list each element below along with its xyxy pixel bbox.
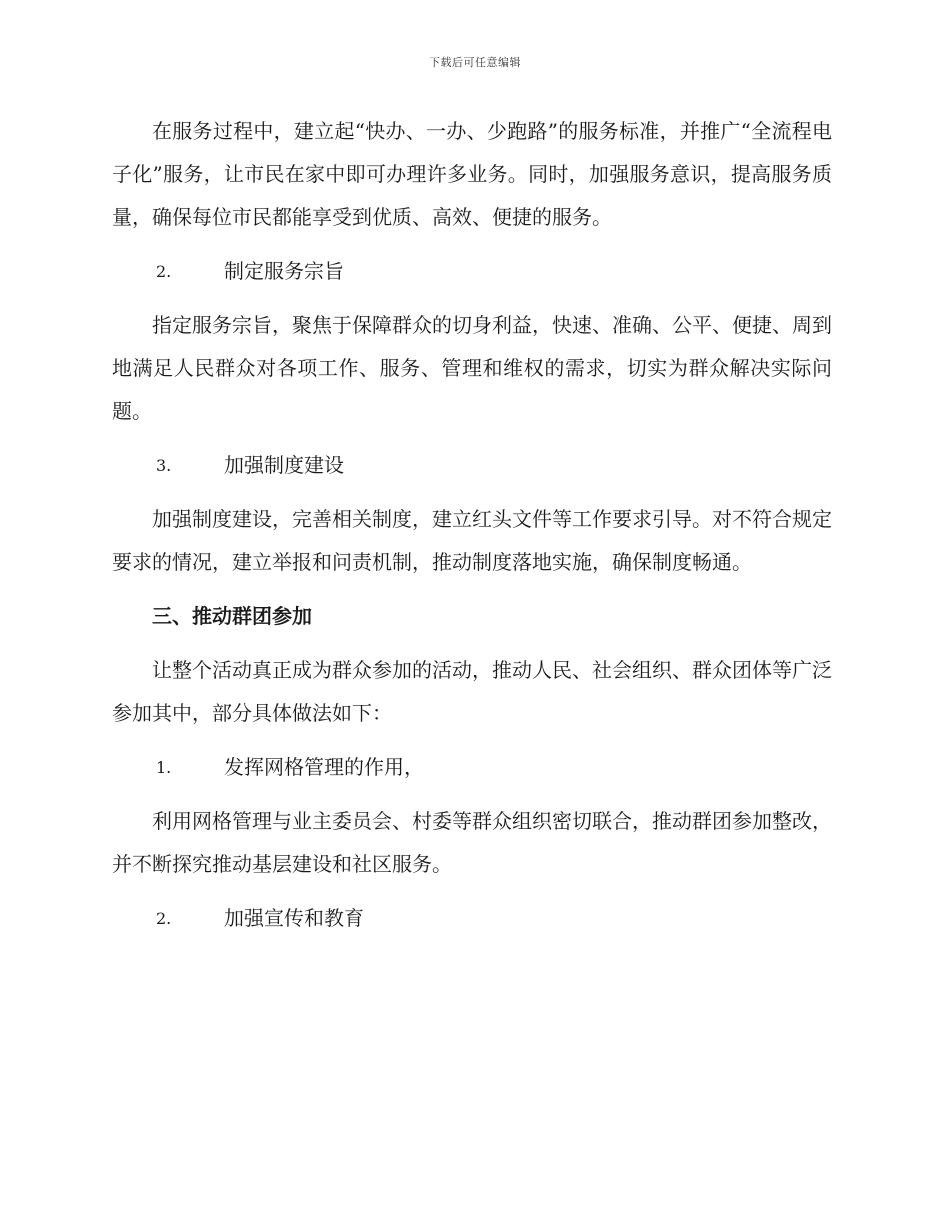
list-item-title: 发挥网格管理的作用，: [224, 755, 424, 779]
paragraph-service-purpose: 指定服务宗旨，聚焦于保障群众的切身利益，快速、准确、公平、便捷、周到地满足人民群众对各项工作、服务、管理和维权的需求，切实为群众解决实际问题。: [112, 313, 832, 423]
list-number: 2.: [156, 262, 172, 281]
list-item-service-purpose: [112, 250, 832, 293]
section-heading: 三、推动群团参加: [152, 604, 312, 628]
list-item-system-building: [112, 444, 832, 487]
list-number: 2.: [156, 909, 172, 928]
document-body: [112, 110, 832, 951]
paragraph-system-building: 加强制度建设，完善相关制度，建立红头文件等工作要求引导。对不符合规定要求的情况，建立举报和问责机制，推动制度落地实施，确保制度畅通。: [112, 507, 832, 574]
paragraph-participation: 让整个活动真正成为群众参加的活动，推动人民、社会组织、群众团体等广泛参加其中，部分具体做法如下：: [112, 658, 832, 725]
paragraph-service-standard: 在服务过程中，建立起“快办、一办、少跑路”的服务标准，并推广“全流程电子化”服务，让市民在家中即可办理许多业务。同时，加强服务意识，提高服务质量，确保每位市民都能享受到优质、高效、便捷的服务。: [112, 119, 832, 229]
list-item-title: 制定服务宗旨: [224, 259, 344, 283]
list-item-publicity-education: [112, 897, 832, 940]
paragraph-grid-management: 利用网格管理与业主委员会、村委等群众组织密切联合，推动群团参加整改，并不断探究推动基层建设和社区服务。: [112, 809, 832, 876]
list-item-title: 加强宣传和教育: [224, 906, 364, 930]
list-item-grid-management: [112, 746, 832, 789]
list-number: 1.: [156, 758, 172, 777]
list-item-title: 加强制度建设: [224, 453, 344, 477]
list-number: 3.: [156, 456, 172, 475]
page-header: 下载后可任意编辑: [429, 56, 521, 69]
